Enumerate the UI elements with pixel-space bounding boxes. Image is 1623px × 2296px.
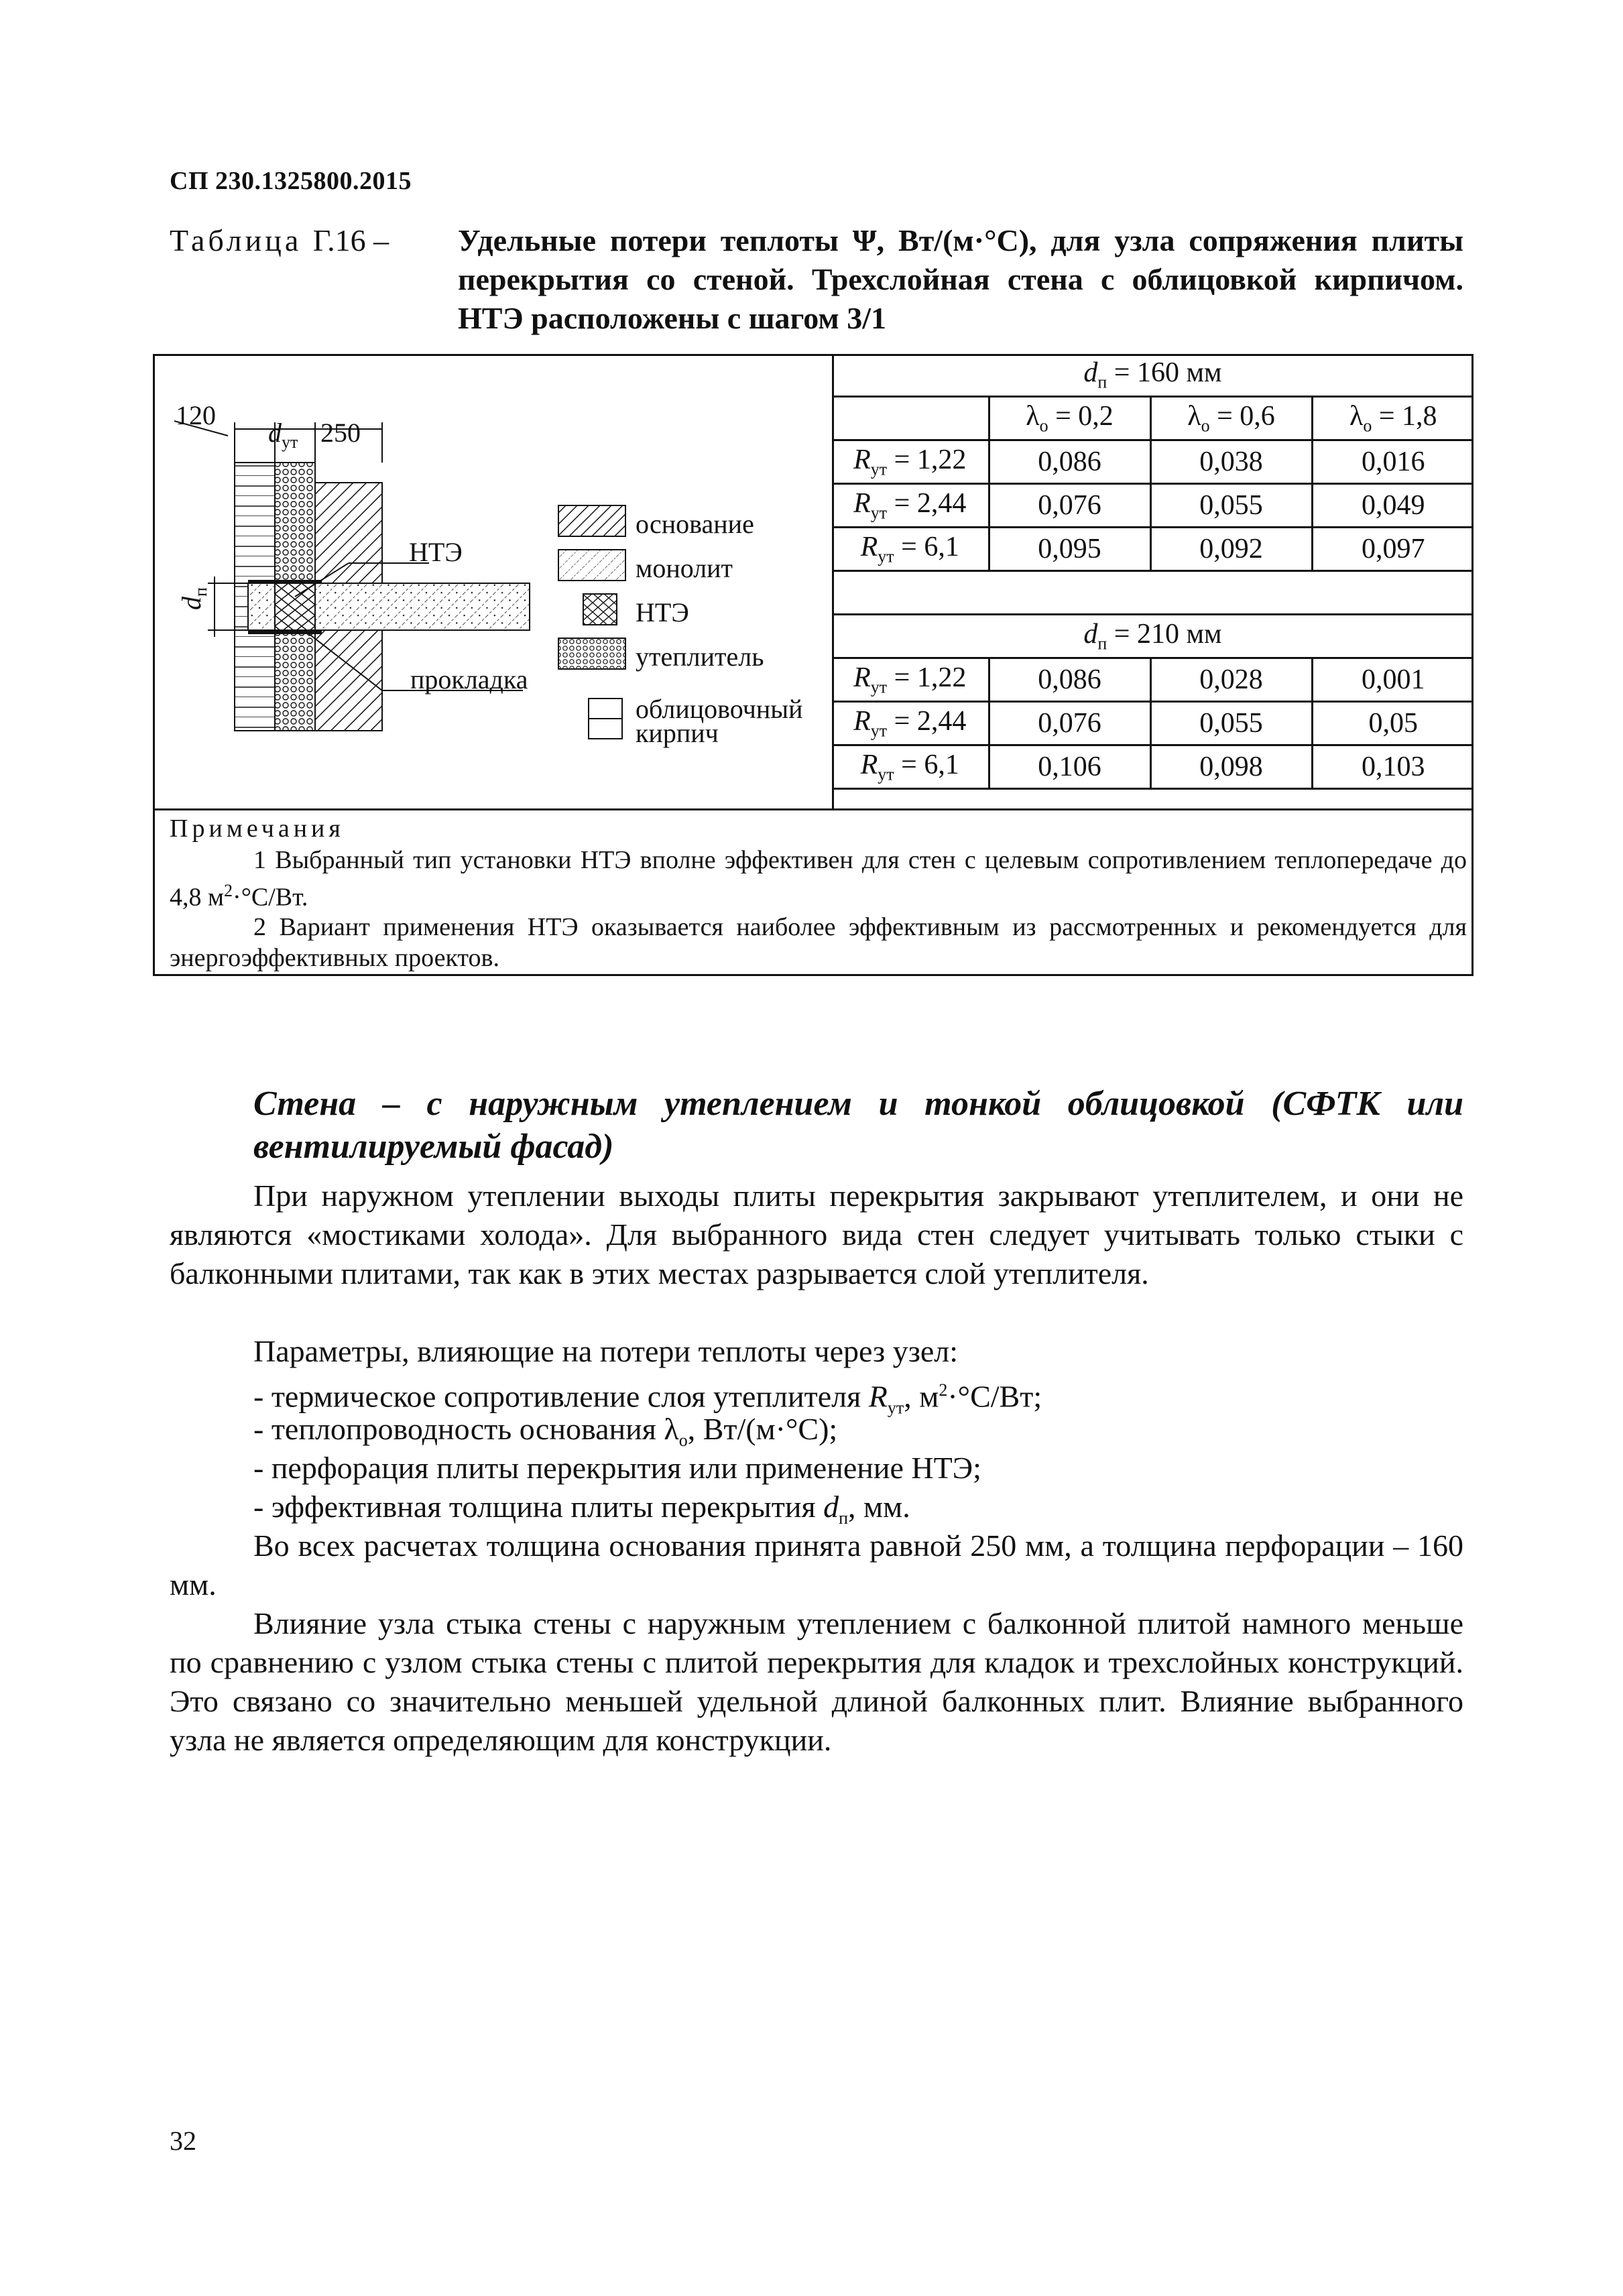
table-cell: 0,001 [1312, 658, 1474, 702]
table-cell: 0,028 [1150, 658, 1312, 702]
table-row [832, 484, 1474, 528]
legend-hatch-swatch [558, 505, 625, 536]
dim-dut-label: $d_{ут}$ [268, 418, 298, 452]
note-2: 2 Вариант применения НТЭ оказывается наиболее эффективным из рассмотренных и рекомендуется для энергоэффективных проектов. [170, 913, 1467, 972]
table-cell: 0,103 [1312, 745, 1474, 789]
page-number: 32 [170, 2126, 196, 2156]
table-cell: 0,098 [1150, 745, 1312, 789]
dim-250-label: 250 [320, 418, 361, 448]
table-cell: 0,092 [1150, 528, 1312, 571]
r-label: $R_{ут} = 2,44$ [832, 484, 989, 528]
spacer-row [832, 571, 1474, 615]
notes-heading: Примечания [170, 814, 345, 843]
caption-text: Удельные потери теплоты Ψ, Вт/(м·°С), для узла сопряжения плиты перекрытия со стеной. Трехслойная стена с облицовкой кирпичом. НТЭ расположены с шагом 3/1 [458, 223, 1463, 335]
table-cell: 0,038 [1150, 440, 1312, 484]
bullet-2: - теплопроводность основания $\lambda_о$, Вт/(м·°С); [253, 1412, 838, 1451]
r-label: $R_{ут} = 1,22$ [832, 658, 989, 702]
lambda-col-2: $\lambda_о = 0,6$ [1150, 397, 1312, 440]
section-heading: Стена – с наружным утеплением и тонкой облицовкой (СФТК или вентилируемый фасад) [253, 1085, 1463, 1166]
table-row [832, 528, 1474, 571]
table-cell: 0,055 [1150, 702, 1312, 745]
table-cell: 0,086 [989, 658, 1150, 702]
table-cell: 0,076 [989, 702, 1150, 745]
r-label: $R_{ут} = 2,44$ [832, 702, 989, 745]
table-row [832, 658, 1474, 702]
gasket-callout-label: прокладка [410, 664, 528, 694]
table-row [832, 440, 1474, 484]
table-cell: 0,016 [1312, 440, 1474, 484]
legend-swatches [555, 504, 629, 759]
paragraph-3: Во всех расчетах толщина основания принята равной 250 мм, а толщина перфорации – 160 мм. [170, 1528, 1463, 1602]
table-row [832, 702, 1474, 745]
corner-cell [832, 397, 989, 440]
legend-dots-swatch [558, 638, 625, 669]
legend-label-insulation: утеплитель [636, 642, 764, 672]
lambda-col-1: $\lambda_о = 0,2$ [989, 397, 1150, 440]
table-cell: 0,055 [1150, 484, 1312, 528]
legend-label-base: основание [636, 509, 754, 539]
document-code: СП 230.1325800.2015 [170, 167, 412, 195]
dim-120-label: 120 [176, 400, 216, 430]
table-cell: 0,076 [989, 484, 1150, 528]
caption-lead: Таблица Г.16 – [170, 223, 389, 257]
nte-callout-label: НТЭ [409, 537, 463, 567]
r-label: $R_{ут} = 6,1$ [832, 745, 989, 789]
table-cell: 0,049 [1312, 484, 1474, 528]
paragraph-1: При наружном утеплении выходы плиты перекрытия закрывают утеплителем, и они не являются «мостиками холода». Для выбранного вида стен следует учитывать только стыки с балконными плитами, так как в этих местах разрывается слой утеплителя. [170, 1179, 1463, 1290]
legend-label-nte: НТЭ [636, 597, 689, 627]
table-cell: 0,095 [989, 528, 1150, 571]
r-label: $R_{ут} = 6,1$ [832, 528, 989, 571]
table-row [832, 745, 1474, 789]
note-1: 1 Выбранный тип установки НТЭ вполне эффективен для стен с целевым сопротивлением теплопередаче до 4,8 $м^2\cdot^\circ С/Вт$. [170, 846, 1467, 912]
bullet-3: - перфорация плиты перекрытия или применение НТЭ; [253, 1451, 981, 1485]
block1-header: $d_п = 160$ мм [832, 354, 1474, 397]
bullet-4: - эффективная толщина плиты перекрытия $d_п$, мм. [253, 1490, 910, 1528]
paragraph-4: Влияние узла стыка стены с наружным утеплением с балконной плитой намного меньше по сравнению с узлом стыка стены с плитой перекрытия для кладок и трехслойных конструкций. Это связано со значительно меньшей удельной длиной балконных плит. Влияние выбранного узла не является определяющим для конструкции. [170, 1606, 1463, 1757]
table-cell: 0,106 [989, 745, 1150, 789]
table-cell: 0,097 [1312, 528, 1474, 571]
table-cell: 0,05 [1312, 702, 1474, 745]
legend-monolith-swatch [558, 550, 625, 581]
legend-zigzag-swatch [583, 594, 617, 625]
table-divider-notes [153, 808, 1474, 810]
heat-loss-table [832, 354, 1474, 790]
dim-dp-label: $d_п$ [176, 587, 211, 610]
table-cell: 0,086 [989, 440, 1150, 484]
paragraph-2: Параметры, влияющие на потери теплоты через узел: [253, 1334, 959, 1368]
legend-label-brick: облицовочный кирпич [636, 694, 803, 748]
lambda-col-3: $\lambda_о = 1,8$ [1312, 397, 1474, 440]
bullet-1: - термическое сопротивление слоя утеплителя $R_{ут}$, $м^2\cdot^\circ С/Вт$; [253, 1379, 1042, 1418]
legend-label-monolith: монолит [636, 553, 733, 583]
block2-header: $d_п = 210$ мм [832, 615, 1474, 658]
r-label: $R_{ут} = 1,22$ [832, 440, 989, 484]
